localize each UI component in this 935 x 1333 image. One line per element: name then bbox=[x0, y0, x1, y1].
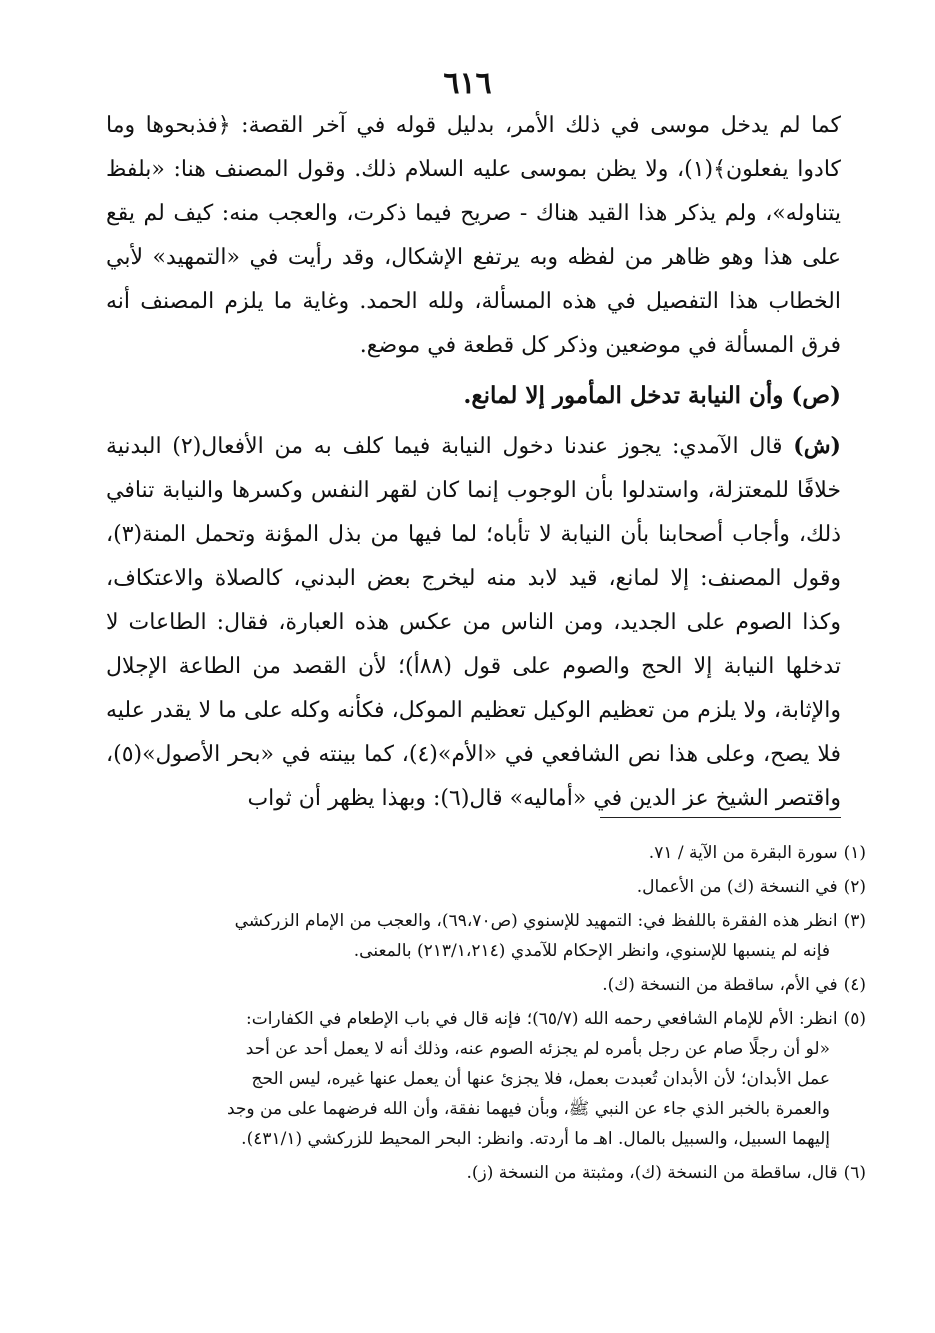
footnote-number: (٦) bbox=[843, 1163, 866, 1183]
footnote-number: (١) bbox=[843, 843, 866, 863]
footnote-2 bbox=[106, 872, 866, 902]
footnote-text-cont: «لو أن رجلًا صام عن رجل بأمره لم يجزئه الصوم عنه، وذلك أنه لا يعمل أحد عن أحد bbox=[245, 1039, 830, 1059]
paragraph-2-text: قال الآمدي: يجوز عندنا دخول النيابة فيما كلف به من الأفعال(٢) البدنية خلافًا للمعتزلة، واستدلوا بأن الوجوب إنما كان لقهر النفس وكسرها والنيابة تنافي ذلك، وأجاب أصحابنا بأن النيابة لا تأباه؛ لما فيها من بذل المؤنة وتحمل المنة(٣)، وقول المصنف: إلا لمانع، قيد لابد منه ليخرج بعض البدني، كالصلاة والاعتكاف، وكذا الصوم على الجديد، ومن الناس من عكس هذه العبارة، فقال: الطاعات لا تدخلها النيابة إلا الحج والصوم على قول (٨٨أ)؛ لأن القصد من الطاعة الإجلال والإثابة، ولا يلزم من تعظيم الوكيل تعظيم الموكل، فكأنه وكله على ما لا يقدر عليه فلا يصح، وعلى هذا نص الشافعي في «الأم»(٤)، كما بينته في «بحر الأصول»(٥)، واقتصر الشيخ عز الدين في «أماليه» قال(٦): وبهذا يظهر أن ثواب bbox=[106, 434, 841, 811]
footnote-4 bbox=[106, 970, 866, 1000]
footnote-text-cont: عمل الأبدان؛ لأن الأبدان تُعبدت بعمل، فلا يجزئ عنها أن يعمل عنها غيره، ليس الحج bbox=[251, 1069, 830, 1089]
footnote-6 bbox=[106, 1158, 866, 1188]
commentary-marker: (ش) bbox=[793, 433, 841, 459]
footnote-3 bbox=[106, 906, 866, 966]
footnote-number: (٤) bbox=[843, 975, 866, 995]
footnote-1 bbox=[106, 838, 866, 868]
footnote-5 bbox=[106, 1004, 866, 1154]
footnote-text-cont: فإنه لم ينسبها للإسنوي، وانظر الإحكام للآمدي (٢١٣/١،٢١٤) بالمعنى. bbox=[353, 941, 830, 961]
footnote-text-cont: إليهما السبيل، والسبيل بالمال. اهـ ما أردته. وانظر: البحر المحيط للزركشي (٤٣١/١). bbox=[241, 1129, 830, 1149]
footnote-text: في الأم، ساقطة من النسخة (ك). bbox=[602, 975, 838, 995]
footnote-text-cont: والعمرة بالخبر الذي جاء عن النبي ﷺ، وبأن فيهما نفقة، وأن الله فرضهما على من وجد bbox=[226, 1099, 830, 1119]
footnote-number: (٥) bbox=[843, 1009, 866, 1029]
footnote-text: انظر هذه الفقرة باللفظ في: التمهيد للإسنوي (ص٦٩،٧٠)، والعجب من الإمام الزركشي bbox=[234, 911, 838, 931]
footnote-text: قال، ساقطة من النسخة (ك)، ومثبتة من النسخة (ز). bbox=[466, 1163, 838, 1183]
footnote-number: (٣) bbox=[843, 911, 866, 931]
footnote-text: في النسخة (ك) من الأعمال. bbox=[636, 877, 838, 897]
footnotes bbox=[106, 838, 866, 1192]
section-heading: (ص) وأن النيابة تدخل المأمور إلا لمانع. bbox=[463, 382, 841, 409]
paragraph-2 bbox=[106, 424, 841, 821]
footnote-number: (٢) bbox=[843, 877, 866, 897]
paragraph-1: كما لم يدخل موسى في ذلك الأمر، بدليل قوله في آخر القصة: ﴿فذبحوها وما كادوا يفعلون﴾(١)، ولا يظن بموسى عليه السلام ذلك. وقول المصنف هنا: «بلفظ يتناوله»، ولم يذكر هذا القيد هناك - صريح فيما ذكرت، والعجب منه: كيف لم يقع على هذا وهو ظاهر من لفظه وبه يرتفع الإشكال، وقد رأيت في «التمهيد» لأبي الخطاب هذا التفصيل في هذه المسألة، ولله الحمد. وغاية ما يلزم المصنف أنه فرق المسألة في موضعين وذكر كل قطعة في موضع. bbox=[106, 113, 841, 358]
footnote-text: انظر: الأم للإمام الشافعي رحمه الله (٦٥/٧)؛ فإنه قال في باب الإطعام في الكفارات: bbox=[245, 1009, 838, 1029]
footnote-text: سورة البقرة من الآية / ٧١. bbox=[648, 843, 838, 863]
main-text bbox=[106, 104, 841, 821]
page-number: ٦١٦ bbox=[443, 66, 492, 101]
footnote-divider bbox=[600, 817, 841, 818]
